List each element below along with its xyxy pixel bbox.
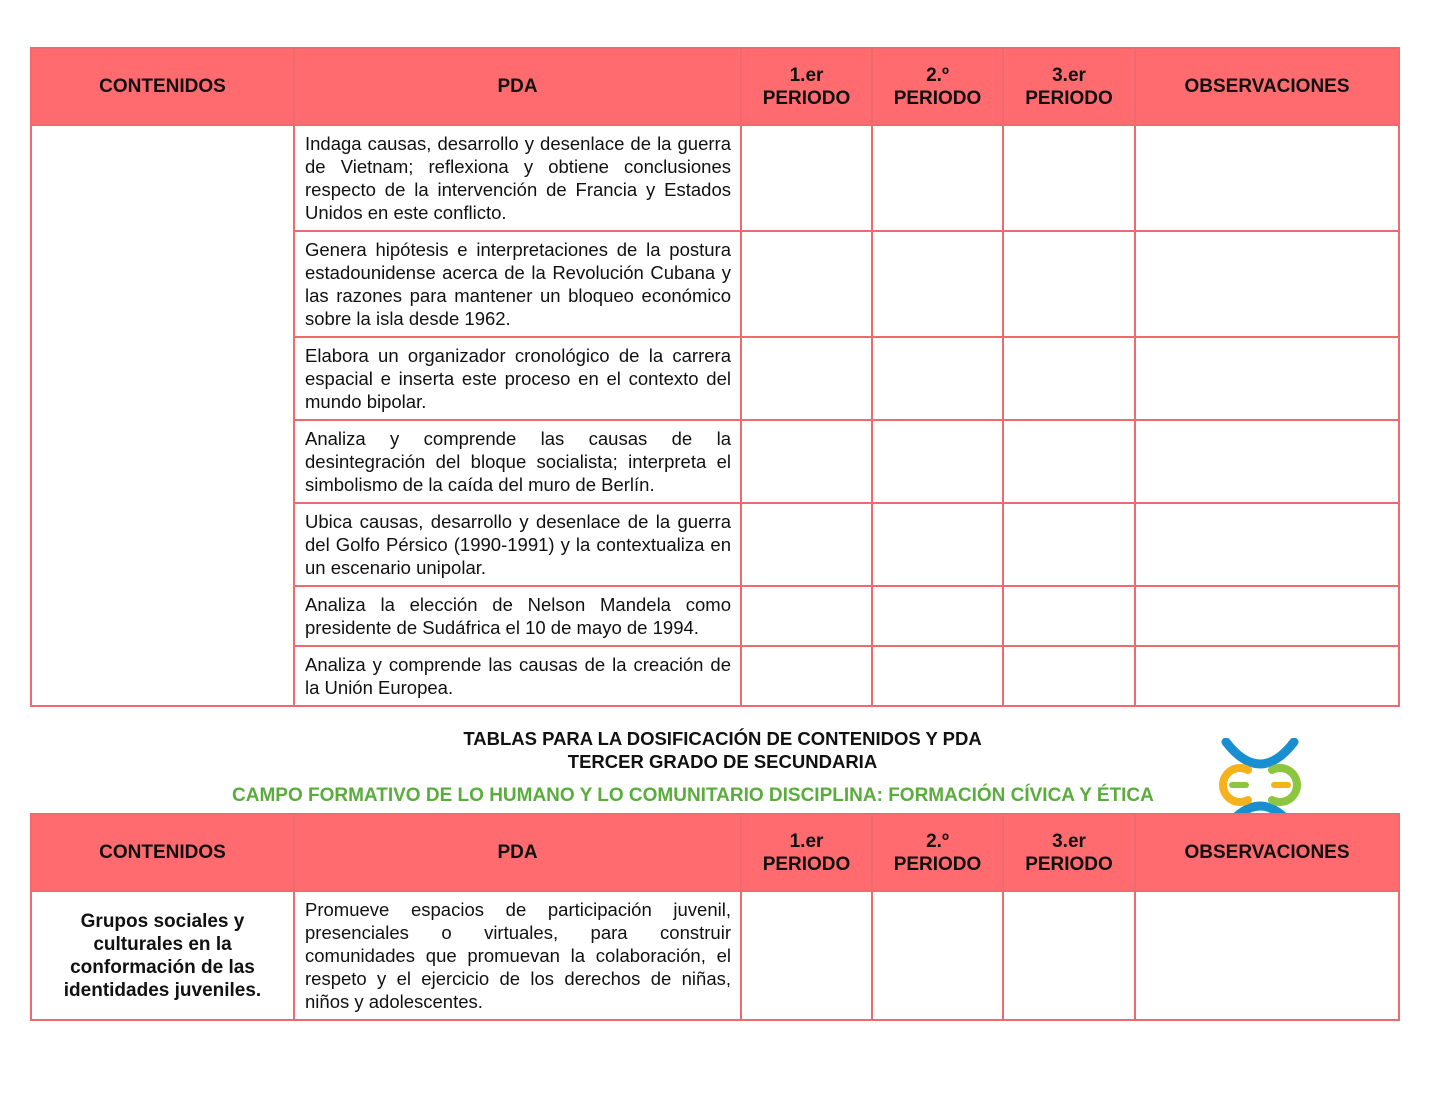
period-3-cell[interactable] bbox=[1003, 646, 1135, 706]
header-pda: PDA bbox=[294, 814, 741, 891]
period-1-cell[interactable] bbox=[741, 646, 872, 706]
period-1-cell[interactable] bbox=[741, 891, 872, 1020]
table-header-row bbox=[31, 814, 1399, 891]
header-contenidos: CONTENIDOS bbox=[31, 814, 294, 891]
table-row bbox=[31, 125, 1399, 231]
observaciones-cell[interactable] bbox=[1135, 891, 1399, 1020]
period-1-cell[interactable] bbox=[741, 420, 872, 503]
pda-cell: Elabora un organizador cronológico de la carrera espacial e inserta este proceso en el contexto del mundo bipolar. bbox=[294, 337, 741, 420]
observaciones-cell[interactable] bbox=[1135, 420, 1399, 503]
pda-cell: Analiza y comprende las causas de la creación de la Unión Europea. bbox=[294, 646, 741, 706]
period-2-cell[interactable] bbox=[872, 503, 1003, 586]
section-subtitle: TERCER GRADO DE SECUNDARIA bbox=[567, 751, 878, 772]
section-title: TABLAS PARA LA DOSIFICACIÓN DE CONTENIDOS Y PDA bbox=[463, 728, 982, 749]
observaciones-cell[interactable] bbox=[1135, 125, 1399, 231]
pda-cell: Promueve espacios de participación juvenil, presenciales o virtuales, para construir comunidades que promuevan la colaboración, el respeto y el ejercicio de los derechos de niñas, niños y adolescentes. bbox=[294, 891, 741, 1020]
period-1-cell[interactable] bbox=[741, 337, 872, 420]
pda-cell: Analiza y comprende las causas de la desintegración del bloque socialista; interpreta el simbolismo de la caída del muro de Berlín. bbox=[294, 420, 741, 503]
dosification-table-1 bbox=[30, 47, 1400, 707]
period-2-cell[interactable] bbox=[872, 586, 1003, 646]
period-2-cell[interactable] bbox=[872, 646, 1003, 706]
header-period-1: 1.er PERIODO bbox=[741, 48, 872, 125]
header-pda: PDA bbox=[294, 48, 741, 125]
observaciones-cell[interactable] bbox=[1135, 646, 1399, 706]
period-1-cell[interactable] bbox=[741, 586, 872, 646]
campo-formativo-title: CAMPO FORMATIVO DE LO HUMANO Y LO COMUNITARIO DISCIPLINA: FORMACIÓN CÍVICA Y ÉTICA bbox=[232, 785, 1154, 806]
period-3-cell[interactable] bbox=[1003, 891, 1135, 1020]
header-period-2: 2.º PERIODO bbox=[872, 48, 1003, 125]
observaciones-cell[interactable] bbox=[1135, 503, 1399, 586]
header-period-1: 1.er PERIODO bbox=[741, 814, 872, 891]
period-1-cell[interactable] bbox=[741, 503, 872, 586]
pda-cell: Ubica causas, desarrollo y desenlace de la guerra del Golfo Pérsico (1990-1991) y la contextualiza en un escenario unipolar. bbox=[294, 503, 741, 586]
header-contenidos: CONTENIDOS bbox=[31, 48, 294, 125]
observaciones-cell[interactable] bbox=[1135, 337, 1399, 420]
observaciones-cell[interactable] bbox=[1135, 231, 1399, 337]
period-1-cell[interactable] bbox=[741, 125, 872, 231]
period-2-cell[interactable] bbox=[872, 231, 1003, 337]
contenido-cell: Grupos sociales y culturales en la conformación de las identidades juveniles. bbox=[31, 891, 294, 1020]
table-row bbox=[31, 891, 1399, 1020]
dosification-table-2 bbox=[30, 813, 1400, 1021]
table-header-row bbox=[31, 48, 1399, 125]
header-period-3: 3.er PERIODO bbox=[1003, 48, 1135, 125]
header-observaciones: OBSERVACIONES bbox=[1135, 48, 1399, 125]
period-1-cell[interactable] bbox=[741, 231, 872, 337]
header-period-3: 3.er PERIODO bbox=[1003, 814, 1135, 891]
header-period-2: 2.º PERIODO bbox=[872, 814, 1003, 891]
period-2-cell[interactable] bbox=[872, 891, 1003, 1020]
period-3-cell[interactable] bbox=[1003, 337, 1135, 420]
period-3-cell[interactable] bbox=[1003, 125, 1135, 231]
period-3-cell[interactable] bbox=[1003, 586, 1135, 646]
pda-cell: Indaga causas, desarrollo y desenlace de la guerra de Vietnam; reflexiona y obtiene conclusiones respecto de la intervención de Francia y Estados Unidos en este conflicto. bbox=[294, 125, 741, 231]
period-3-cell[interactable] bbox=[1003, 420, 1135, 503]
period-3-cell[interactable] bbox=[1003, 503, 1135, 586]
period-3-cell[interactable] bbox=[1003, 231, 1135, 337]
period-2-cell[interactable] bbox=[872, 337, 1003, 420]
pda-cell: Genera hipótesis e interpretaciones de la postura estadounidense acerca de la Revolución Cubana y las razones para mantener un bloqueo económico sobre la isla desde 1962. bbox=[294, 231, 741, 337]
contenido-cell bbox=[31, 125, 294, 706]
period-2-cell[interactable] bbox=[872, 125, 1003, 231]
period-2-cell[interactable] bbox=[872, 420, 1003, 503]
observaciones-cell[interactable] bbox=[1135, 586, 1399, 646]
header-observaciones: OBSERVACIONES bbox=[1135, 814, 1399, 891]
pda-cell: Analiza la elección de Nelson Mandela como presidente de Sudáfrica el 10 de mayo de 1994. bbox=[294, 586, 741, 646]
